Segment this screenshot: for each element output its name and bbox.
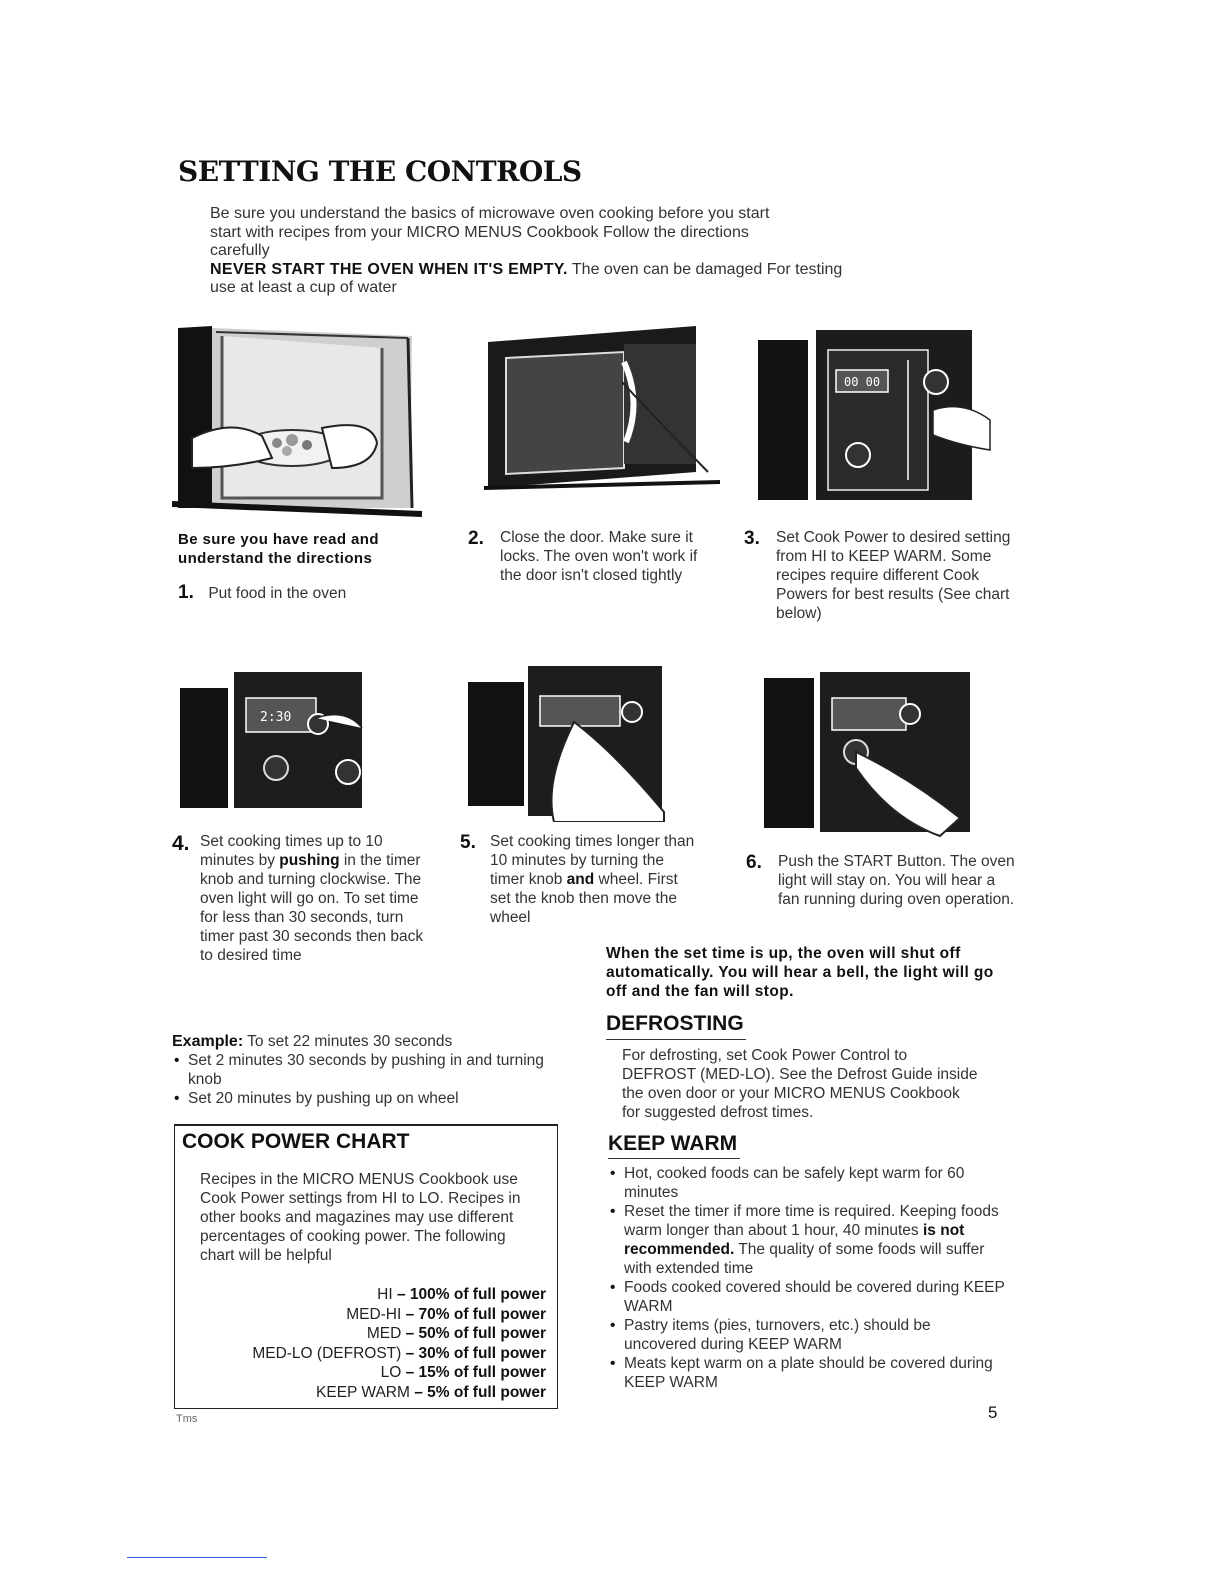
illustration-close-door <box>484 322 720 492</box>
list-item-bold: is not recommended. <box>624 1222 965 1258</box>
step-number: 3. <box>744 528 760 549</box>
power-percent: 15% of full power <box>418 1364 546 1381</box>
example-text: To set 22 minutes 30 seconds <box>243 1033 453 1050</box>
list-item-pre: Reset the timer if more time is required. Keeping foods warm longer than about 1 hour, 40 minutes <box>624 1203 999 1239</box>
list-item: • Meats kept warm on a plate should be covered during KEEP WARM <box>608 1354 1006 1392</box>
defrosting-underline <box>606 1039 746 1040</box>
power-level: MED-HI <box>346 1305 402 1323</box>
intro-note: Be sure you have read and understand the directions <box>178 531 379 567</box>
intro-line: start with recipes from your MICRO MENUS Cookbook Follow the directions <box>210 223 749 241</box>
power-percent: 30% of full power <box>418 1344 546 1362</box>
list-item: • Set 20 minutes by pushing up on wheel <box>172 1089 562 1108</box>
step-4 <box>172 832 442 965</box>
svg-text:00 00: 00 00 <box>844 375 881 389</box>
defrosting-text: For defrosting, set Cook Power Control to DEFROST (MED-LO). See the Defrost Guide inside the oven door or your MICRO MENUS Cookbook for suggested defrost times. <box>622 1047 978 1121</box>
example-label: Example: <box>172 1033 244 1050</box>
chart-heading: COOK POWER CHART <box>182 1130 410 1153</box>
example-block <box>172 1032 572 1108</box>
step-text: Push the START Button. The oven light will stay on. You will hear a fan running during oven operation. <box>778 853 1015 908</box>
step-2 <box>468 528 738 585</box>
step-text <box>200 832 425 965</box>
keep-warm-list <box>608 1164 1006 1392</box>
chart-text: Recipes in the MICRO MENUS Cookbook use Cook Power settings from HI to LO. Recipes in other books and magazines may use different percentages of cooking power. The following chart will be helpful <box>200 1171 521 1264</box>
list-item-post: The quality of some foods will suffer with extended time <box>624 1241 985 1277</box>
step-number: 6. <box>746 852 762 873</box>
step-5 <box>460 832 710 927</box>
cook-power-table <box>190 1285 546 1402</box>
illustration-set-cook-power <box>758 330 998 500</box>
step-number: 2. <box>468 528 484 549</box>
table-row: HI – 100% of full power <box>377 1286 546 1303</box>
footer-mark: Tms <box>176 1413 198 1425</box>
step-number: 4. <box>172 832 190 855</box>
step-text-bold: and <box>566 871 595 888</box>
footer-divider <box>127 1557 267 1558</box>
power-level: HI <box>377 1286 393 1303</box>
power-percent: 50% of full power <box>418 1325 546 1342</box>
power-level: MED <box>366 1325 402 1342</box>
illustration-put-food-in-oven <box>172 318 422 518</box>
list-item: • Pastry items (pies, turnovers, etc.) should be uncovered during KEEP WARM <box>608 1316 1006 1354</box>
list-item: • Hot, cooked foods can be safely kept warm for 60 minutes <box>608 1164 1006 1202</box>
step-text-bold: pushing <box>279 852 340 869</box>
step-text-pre: Set cooking times longer than 10 minutes by turning the timer knob <box>490 833 695 888</box>
step-text: Put food in the oven <box>208 585 347 602</box>
page-title: SETTING THE CONTROLS <box>178 155 582 188</box>
power-level: KEEP WARM <box>316 1383 410 1401</box>
step-text-pre: Set cooking times up to 10 minutes by <box>200 833 383 869</box>
timer-display: 2:30 <box>260 710 292 725</box>
step-1 <box>178 582 428 604</box>
intro-paragraph <box>210 205 940 298</box>
step-text: Close the door. Make sure it locks. The oven won't work if the door isn't closed tightly <box>500 529 698 584</box>
page-number: 5 <box>988 1403 998 1422</box>
illustration-push-start <box>760 668 1010 838</box>
shutoff-note: When the set time is up, the oven will shut off automatically. You will hear a bell, the light will go off and the fan will stop. <box>606 945 994 1000</box>
table-row: MED-LO (DEFROST) – 30% of full power <box>252 1344 546 1362</box>
step-number: 1. <box>178 582 194 603</box>
illustration-timer-and-wheel <box>464 662 666 822</box>
table-row: MED-HI – 70% of full power <box>346 1305 546 1323</box>
table-row: MED – 50% of full power <box>366 1325 546 1342</box>
warning-rest: The oven can be damaged For testing <box>567 260 843 278</box>
intro-line: Be sure you understand the basics of microwave oven cooking before you start <box>210 205 770 222</box>
intro-line: carefully <box>210 242 270 259</box>
defrosting-heading: DEFROSTING <box>606 1012 744 1035</box>
step-text <box>490 832 695 927</box>
step-text: Set Cook Power to desired setting from HI to KEEP WARM. Some recipes require different Cook Powers for best results (See chart below) <box>776 529 1011 622</box>
step-3 <box>744 528 1034 623</box>
keep-warm-heading: KEEP WARM <box>608 1132 738 1155</box>
list-item: • Foods cooked covered should be covered during KEEP WARM <box>608 1278 1006 1316</box>
intro-warning <box>210 261 940 280</box>
step-text-post: in the timer knob and turning clockwise. The oven light will go on. To set time for less than 30 seconds, turn timer past 30 seconds then back to desired time <box>200 852 424 964</box>
power-percent: 100% of full power <box>409 1286 546 1303</box>
step-number: 5. <box>460 832 476 853</box>
power-level: LO <box>380 1364 402 1381</box>
warning-bold: NEVER START THE OVEN WHEN IT'S EMPTY. <box>210 260 568 278</box>
list-item: • Set 2 minutes 30 seconds by pushing in and turning knob <box>172 1051 562 1089</box>
step-6 <box>746 852 1026 909</box>
table-row: LO – 15% of full power <box>380 1364 546 1381</box>
step-text-post: wheel. First set the knob then move the wheel <box>490 871 678 926</box>
illustration-push-timer-knob <box>176 668 366 808</box>
keep-warm-underline <box>608 1158 740 1159</box>
list-item <box>608 1202 1006 1278</box>
power-percent: 5% of full power <box>427 1383 546 1401</box>
power-level: MED-LO (DEFROST) <box>252 1344 402 1362</box>
example-list <box>172 1051 562 1108</box>
power-percent: 70% of full power <box>418 1305 546 1323</box>
table-row: KEEP WARM – 5% of full power <box>316 1383 546 1401</box>
intro-line: use at least a cup of water <box>210 279 397 296</box>
example-line <box>172 1032 572 1051</box>
